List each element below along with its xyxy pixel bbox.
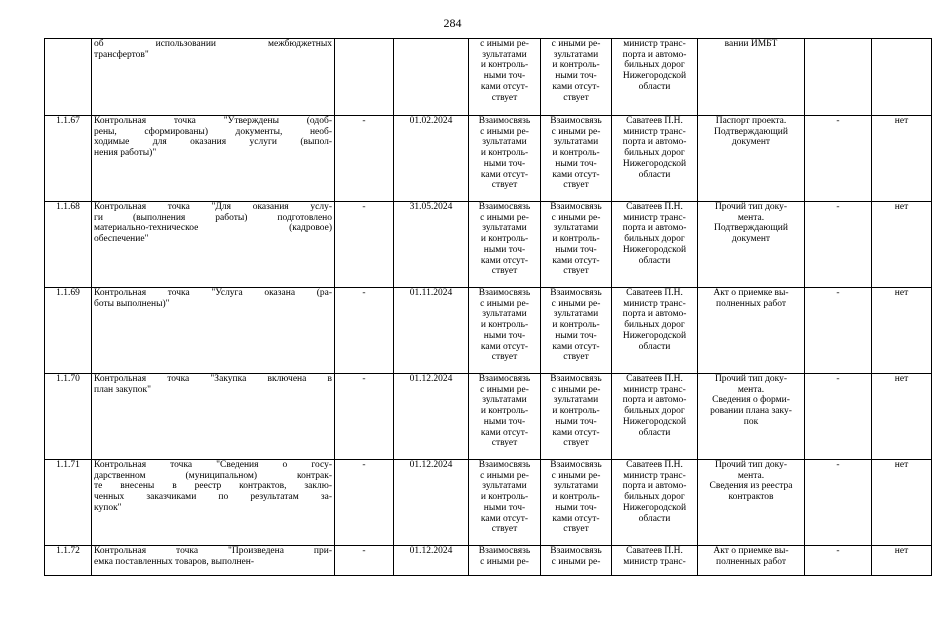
cell-text: 1.1.70 (56, 374, 80, 384)
cell-text: - (362, 546, 366, 556)
cell-line: Взаимосвязь (478, 288, 531, 298)
cell-line: области (638, 427, 671, 438)
cell-line: и контроль- (552, 60, 600, 71)
cell-line: обеспечение" (94, 234, 149, 245)
cell-line: с иными ре- (551, 298, 601, 309)
gis-flag (872, 546, 932, 576)
cell-line: и контроль- (480, 406, 529, 417)
relation-next (541, 460, 612, 546)
info-system (805, 116, 872, 202)
cell-text: 01.12.2024 (409, 374, 453, 384)
cell-line: мента. (737, 212, 765, 223)
responsible-person (612, 39, 698, 116)
gis-flag (872, 460, 932, 546)
cell-line: с иными ре- (480, 298, 529, 309)
relation-next (541, 39, 612, 116)
cell-line: материально-техническое (кадровое) (94, 223, 332, 234)
confirmation-document (698, 39, 805, 116)
cell-line: ными точ- (483, 158, 526, 169)
cell-line: ствует (491, 266, 518, 277)
cell-text: нет (894, 202, 909, 212)
relation-previous (469, 202, 541, 288)
cell-line: мента. (737, 384, 765, 395)
cell-line: Взаимосвязь (550, 202, 602, 212)
cell-line: ными точ- (555, 71, 597, 82)
relation-next (541, 202, 612, 288)
cell-line: Взаимосвязь (550, 288, 602, 298)
cell-line: зультатами (482, 137, 527, 148)
cell-line: области (638, 341, 671, 352)
cell-line: министр транс- (623, 126, 686, 137)
responsible-person (612, 116, 698, 202)
cell-line: Саватеев П.Н. (626, 116, 683, 126)
cell-line: и контроль- (480, 148, 529, 159)
cell-line: Саватеев П.Н. (626, 202, 683, 212)
cell-line: ными точ- (555, 158, 597, 169)
cell-line: Взаимосвязь (478, 460, 531, 470)
cell-line: ками отсут- (480, 255, 529, 266)
confirmation-document (698, 460, 805, 546)
cell-line: Взаимосвязь (550, 460, 602, 470)
cell-line: зультатами (482, 309, 527, 320)
cell-text: - (836, 288, 840, 298)
cell-line: Взаимосвязь (550, 116, 602, 126)
cell-line: ными точ- (483, 244, 526, 255)
cell-line: и контроль- (552, 148, 600, 159)
gis-flag (872, 374, 932, 460)
cell-text: 01.12.2024 (409, 460, 453, 470)
cell-line: зультатами (482, 395, 527, 406)
confirmation-document (698, 202, 805, 288)
cell-text: 1.1.71 (56, 460, 80, 470)
cell-line: Взаимосвязь (478, 546, 531, 556)
responsible-person (612, 202, 698, 288)
cell-line: с иными ре- (551, 556, 601, 567)
cell-text: 31.05.2024 (409, 202, 453, 212)
cell-line: купок" (94, 502, 122, 513)
table-row (45, 460, 932, 546)
deadline-date (394, 39, 469, 116)
cell-line: порта и автомо- (622, 137, 687, 148)
info-system (805, 374, 872, 460)
relation-next (541, 374, 612, 460)
deadline-date (394, 546, 469, 576)
cell-line: Саватеев П.Н. (626, 288, 683, 298)
cell-line: рены, сформированы) документы, необ- (94, 126, 332, 137)
cell-text: - (836, 460, 840, 470)
cell-line: нения работы)" (94, 148, 157, 159)
gis-flag (872, 39, 932, 116)
cell-line: зультатами (553, 223, 599, 234)
cell-line: зультатами (482, 481, 527, 492)
cell-line: Контрольная точка "Услуга оказана (ра- (94, 288, 332, 298)
cell-line: министр транс- (623, 556, 686, 567)
cell-line: боты выполнены)" (94, 298, 170, 309)
cell-line: Взаимосвязь (478, 202, 531, 212)
cell-line: с иными ре- (480, 470, 529, 481)
gis-flag (872, 202, 932, 288)
cell-line: вании ИМБТ (724, 39, 778, 49)
row-number (45, 460, 92, 546)
cell-line: с иными ре- (551, 384, 601, 395)
cell-line: министр транс- (623, 212, 686, 223)
cell-line: порта и автомо- (622, 481, 687, 492)
previous-value (335, 116, 394, 202)
info-system (805, 39, 872, 116)
cell-line: документ (731, 234, 771, 245)
cell-text: - (362, 374, 366, 384)
cell-text: - (362, 202, 366, 212)
cell-line: ствует (563, 180, 589, 191)
table-row (45, 116, 932, 202)
cell-line: с иными ре- (551, 212, 601, 223)
cell-line: план закупок" (94, 384, 152, 395)
cell-line: ствует (563, 266, 589, 277)
info-system (805, 460, 872, 546)
relation-previous (469, 288, 541, 374)
deadline-date (394, 460, 469, 546)
cell-line: порта и автомо- (622, 309, 687, 320)
cell-line: ками отсут- (480, 513, 529, 524)
cell-line: ными точ- (555, 244, 597, 255)
cell-text: 1.1.69 (56, 288, 80, 298)
cell-text: нет (894, 460, 909, 470)
deadline-date (394, 202, 469, 288)
cell-line: полненных работ (715, 298, 786, 309)
cell-line: Сведения из реестра (709, 481, 793, 492)
cell-line: ками отсут- (552, 513, 600, 524)
cell-line: области (638, 513, 671, 524)
cell-line: об использовании межбюджетных (94, 39, 332, 49)
cell-line: и контроль- (480, 60, 529, 71)
previous-value (335, 374, 394, 460)
cell-line: зультатами (553, 395, 599, 406)
cell-text: 1.1.68 (56, 202, 80, 212)
cell-line: с иными ре- (480, 126, 529, 137)
info-system (805, 202, 872, 288)
cell-line: ными точ- (555, 416, 597, 427)
row-number (45, 116, 92, 202)
control-point-name (92, 374, 335, 460)
cell-line: Контрольная точка "Закупка включена в (94, 374, 332, 384)
deadline-date (394, 374, 469, 460)
responsible-person (612, 546, 698, 576)
cell-line: ствует (491, 524, 518, 535)
cell-text: нет (894, 374, 909, 384)
previous-value (335, 460, 394, 546)
previous-value (335, 546, 394, 576)
cell-line: Нижегородской (622, 416, 687, 427)
cell-line: Сведения о форми- (712, 395, 790, 406)
gis-flag (872, 288, 932, 374)
cell-line: Нижегородской (622, 502, 687, 513)
cell-line: и контроль- (480, 492, 529, 503)
cell-line: Контрольная точка "Сведения о госу- (94, 460, 332, 470)
cell-line: Контрольная точка "Утверждены (одоб- (94, 116, 332, 126)
cell-line: Взаимосвязь (550, 374, 602, 384)
control-point-name (92, 202, 335, 288)
cell-line: Контрольная точка "Для оказания услу- (94, 202, 332, 212)
cell-line: Прочий тип доку- (714, 202, 788, 212)
cell-line: ченных заказчиками по результатам за- (94, 492, 332, 503)
gis-flag (872, 116, 932, 202)
cell-line: зультатами (553, 49, 599, 60)
cell-line: пок (743, 416, 759, 427)
cell-line: и контроль- (552, 234, 600, 245)
cell-line: ными точ- (555, 330, 597, 341)
cell-line: министр транс- (623, 384, 686, 395)
table-row (45, 39, 932, 116)
confirmation-document (698, 546, 805, 576)
table-row (45, 202, 932, 288)
cell-line: с иными ре- (480, 39, 529, 49)
row-number (45, 288, 92, 374)
cell-line: ными точ- (483, 502, 526, 513)
cell-text: нет (894, 116, 909, 126)
cell-line: Паспорт проекта. (715, 116, 787, 126)
cell-line: Нижегородской (622, 330, 687, 341)
cell-line: те внесены в реестр контрактов, заклю- (94, 481, 332, 492)
cell-line: ками отсут- (480, 81, 529, 92)
table-row (45, 546, 932, 576)
cell-line: ствует (563, 92, 589, 103)
cell-line: ками отсут- (552, 81, 600, 92)
cell-line: Прочий тип доку- (714, 374, 788, 384)
cell-line: с иными ре- (480, 556, 529, 567)
cell-line: Нижегородской (622, 71, 687, 82)
cell-line: ками отсут- (552, 169, 600, 180)
relation-next (541, 546, 612, 576)
cell-line: Взаимосвязь (478, 374, 531, 384)
cell-line: ками отсут- (552, 341, 600, 352)
cell-line: с иными ре- (551, 39, 601, 49)
cell-line: с иными ре- (480, 384, 529, 395)
cell-line: и контроль- (480, 234, 529, 245)
cell-line: ными точ- (483, 416, 526, 427)
previous-value (335, 202, 394, 288)
cell-line: ровании плана заку- (710, 406, 792, 417)
cell-text: 1.1.72 (56, 546, 80, 556)
cell-text: - (836, 546, 840, 556)
cell-line: министр транс- (623, 470, 686, 481)
cell-line: ствует (491, 352, 518, 363)
cell-line: министр транс- (623, 39, 686, 49)
cell-line: ствует (563, 438, 589, 449)
row-number (45, 374, 92, 460)
cell-line: ными точ- (483, 71, 526, 82)
relation-next (541, 116, 612, 202)
cell-text: - (362, 460, 366, 470)
cell-text: 01.11.2024 (409, 288, 453, 298)
cell-line: Саватеев П.Н. (626, 460, 683, 470)
cell-line: ками отсут- (480, 427, 529, 438)
cell-line: мента. (737, 470, 765, 481)
cell-line: бильных дорог (624, 492, 685, 503)
control-point-name (92, 288, 335, 374)
control-point-name (92, 39, 335, 116)
cell-line: Нижегородской (622, 244, 687, 255)
control-point-name (92, 460, 335, 546)
cell-line: емка поставленных товаров, выполнен- (94, 556, 255, 567)
cell-line: бильных дорог (624, 406, 685, 417)
cell-line: Контрольная точка "Произведена при- (94, 546, 332, 556)
cell-line: контрактов (728, 492, 774, 503)
info-system (805, 546, 872, 576)
control-points-table (44, 38, 932, 576)
cell-line: области (638, 255, 671, 266)
deadline-date (394, 288, 469, 374)
cell-line: ствует (491, 180, 518, 191)
cell-line: ствует (563, 352, 589, 363)
cell-line: и контроль- (552, 320, 600, 331)
cell-line: полненных работ (715, 556, 786, 567)
relation-next (541, 288, 612, 374)
cell-line: Взаимосвязь (550, 546, 602, 556)
table-row (45, 288, 932, 374)
control-point-name (92, 116, 335, 202)
cell-line: с иными ре- (480, 212, 529, 223)
cell-line: ствует (491, 438, 518, 449)
relation-previous (469, 374, 541, 460)
page-number: 284 (443, 16, 462, 30)
cell-line: Взаимосвязь (478, 116, 531, 126)
cell-text: - (362, 116, 366, 126)
cell-line: Саватеев П.Н. (626, 546, 683, 556)
cell-line: ками отсут- (480, 341, 529, 352)
relation-previous (469, 39, 541, 116)
responsible-person (612, 374, 698, 460)
responsible-person (612, 288, 698, 374)
cell-text: - (362, 288, 366, 298)
previous-value (335, 288, 394, 374)
previous-value (335, 39, 394, 116)
cell-line: ными точ- (555, 502, 597, 513)
cell-line: Акт о приемке вы- (713, 288, 789, 298)
cell-line: ками отсут- (480, 169, 529, 180)
cell-text: нет (894, 546, 909, 556)
cell-text: - (836, 202, 840, 212)
relation-previous (469, 116, 541, 202)
info-system (805, 288, 872, 374)
cell-text: 01.02.2024 (409, 116, 453, 126)
deadline-date (394, 116, 469, 202)
cell-line: ными точ- (483, 330, 526, 341)
cell-line: бильных дорог (624, 234, 685, 245)
cell-line: бильных дорог (624, 320, 685, 331)
cell-line: Прочий тип доку- (714, 460, 788, 470)
cell-line: ками отсут- (552, 427, 600, 438)
cell-line: зультатами (553, 137, 599, 148)
cell-line: и контроль- (480, 320, 529, 331)
cell-line: с иными ре- (551, 470, 601, 481)
cell-line: порта и автомо- (622, 395, 687, 406)
cell-line: бильных дорог (624, 60, 685, 71)
responsible-person (612, 460, 698, 546)
row-number (45, 39, 92, 116)
cell-line: с иными ре- (551, 126, 601, 137)
cell-line: министр транс- (623, 298, 686, 309)
cell-line: и контроль- (552, 406, 600, 417)
cell-line: порта и автомо- (622, 49, 687, 60)
cell-line: Саватеев П.Н. (626, 374, 683, 384)
cell-text: 1.1.67 (56, 116, 80, 126)
cell-line: ками отсут- (552, 255, 600, 266)
relation-previous (469, 546, 541, 576)
cell-line: зультатами (553, 481, 599, 492)
confirmation-document (698, 374, 805, 460)
cell-line: Подтверждающий (714, 126, 788, 137)
cell-line: ходимые для оказания услуги (выпол- (94, 137, 332, 148)
cell-text: - (836, 374, 840, 384)
cell-line: документ (731, 137, 771, 148)
row-number (45, 202, 92, 288)
cell-line: области (638, 81, 671, 92)
cell-line: Нижегородской (622, 158, 687, 169)
cell-line: Подтверждающий (714, 223, 788, 234)
cell-line: зультатами (482, 223, 527, 234)
cell-text: - (836, 116, 840, 126)
cell-line: трансфертов" (94, 49, 149, 60)
cell-line: области (638, 169, 671, 180)
cell-line: порта и автомо- (622, 223, 687, 234)
cell-text: нет (894, 288, 909, 298)
cell-line: зультатами (482, 49, 527, 60)
cell-line: дарственном (муниципальном) контрак- (94, 470, 332, 481)
cell-line: зультатами (553, 309, 599, 320)
control-point-name (92, 546, 335, 576)
row-number (45, 546, 92, 576)
cell-line: и контроль- (552, 492, 600, 503)
table-row (45, 374, 932, 460)
table-body (45, 39, 932, 576)
relation-previous (469, 460, 541, 546)
confirmation-document (698, 288, 805, 374)
cell-line: ствует (491, 92, 518, 103)
cell-line: ги (выполнения работы) подготовлено (94, 212, 332, 223)
confirmation-document (698, 116, 805, 202)
cell-text: 01.12.2024 (409, 546, 453, 556)
cell-line: Акт о приемке вы- (713, 546, 789, 556)
cell-line: ствует (563, 524, 589, 535)
cell-line: бильных дорог (624, 148, 685, 159)
